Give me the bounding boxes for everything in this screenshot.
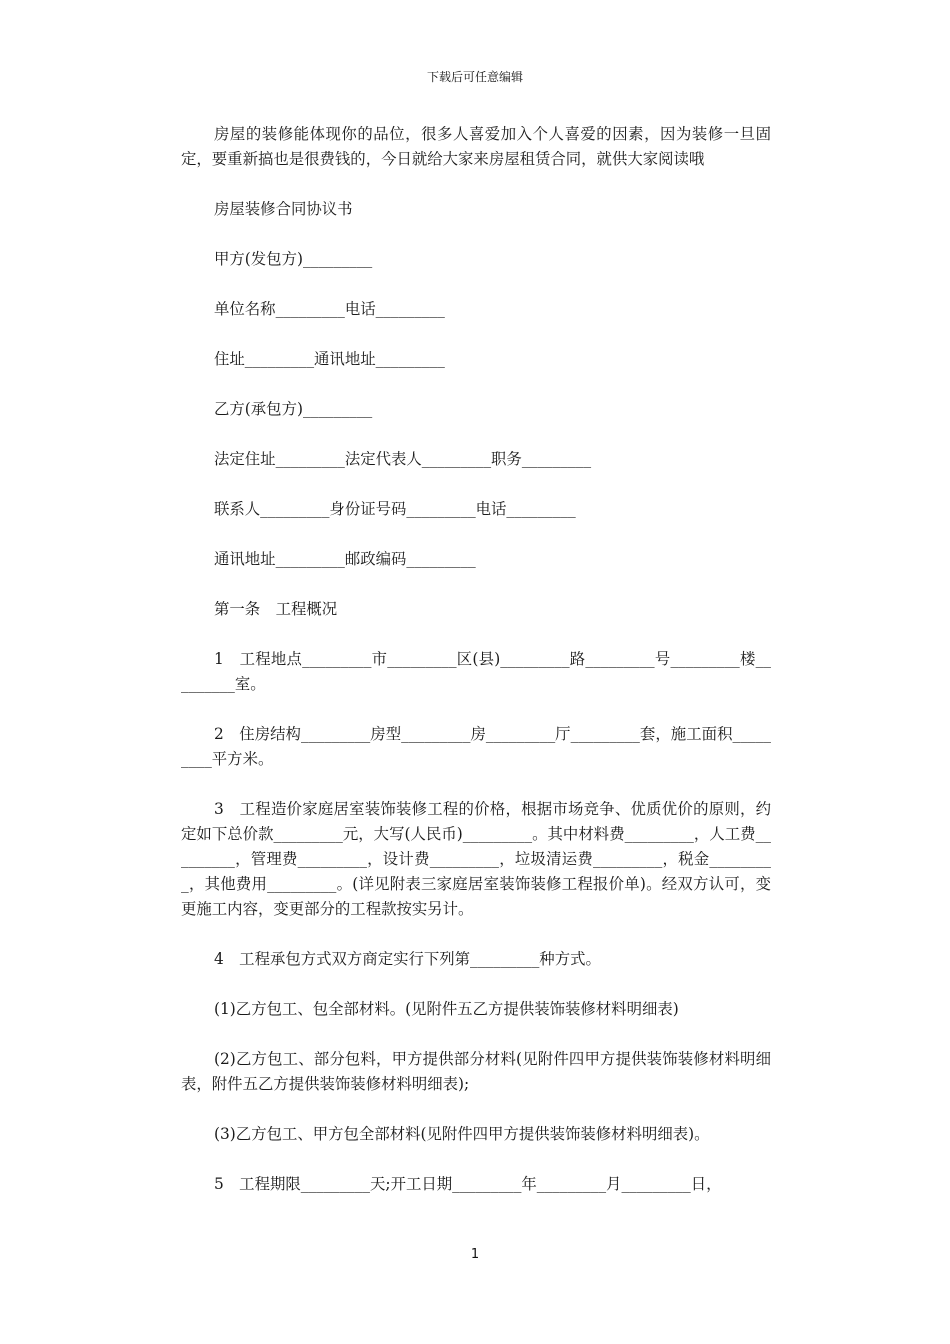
party-b-line: 乙方(承包方)_________	[214, 400, 373, 418]
method-option-1: (1)乙方包工、包全部材料。(见附件五乙方提供装饰装修材料明细表)	[214, 1000, 679, 1018]
party-a-address-line: 住址_________通讯地址_________	[214, 350, 445, 368]
clause-1-location: 1 工程地点_________市_________区(县)_________路_________号_________楼_________室。	[181, 650, 771, 693]
party-b-address-line: 通讯地址_________邮政编码_________	[214, 550, 476, 568]
clause-5-period: 5 工程期限_________天;开工日期_________年_________月_________日，	[214, 1175, 722, 1193]
party-a-company-line: 单位名称_________电话_________	[214, 300, 445, 318]
clause-3-cost: 3 工程造价家庭居室装饰装修工程的价格，根据市场竞争、优质优价的原则，约定如下总价款_________元，大写(人民币)_________。其中材料费_________，人工费_________，管理费_________，设计费_________，垃圾清运费_________，税金_________，其他费用_________。(详见附表三家庭居室装饰装修工程报价单)。经双方认可，变更施工内容，变更部分的工程款按实另计。	[181, 800, 771, 918]
contract-title: 房屋装修合同协议书	[214, 200, 353, 218]
page-header-note: 下载后可任意编辑	[426, 70, 523, 84]
article-one-heading: 第一条 工程概况	[214, 600, 338, 618]
party-b-contact-line: 联系人_________身份证号码_________电话_________	[214, 500, 576, 518]
clause-2-structure: 2 住房结构_________房型_________房_________厅_________套，施工面积_________平方米。	[181, 725, 771, 768]
method-option-3: (3)乙方包工、甲方包全部材料(见附件四甲方提供装饰装修材料明细表)。	[214, 1125, 710, 1143]
party-b-legal-line: 法定住址_________法定代表人_________职务_________	[214, 450, 592, 468]
clause-4-method: 4 工程承包方式双方商定实行下列第_________种方式。	[214, 950, 601, 968]
document-body	[181, 122, 771, 1222]
page-number: 1	[470, 1247, 480, 1262]
intro-paragraph: 房屋的装修能体现你的品位，很多人喜爱加入个人喜爱的因素，因为装修一旦固定，要重新搞也是很费钱的，今日就给大家来房屋租赁合同，就供大家阅读哦	[181, 125, 771, 168]
method-option-2: (2)乙方包工、部分包料，甲方提供部分材料(见附件四甲方提供装饰装修材料明细表，附件五乙方提供装饰装修材料明细表);	[181, 1050, 771, 1093]
party-a-line: 甲方(发包方)_________	[214, 250, 373, 268]
